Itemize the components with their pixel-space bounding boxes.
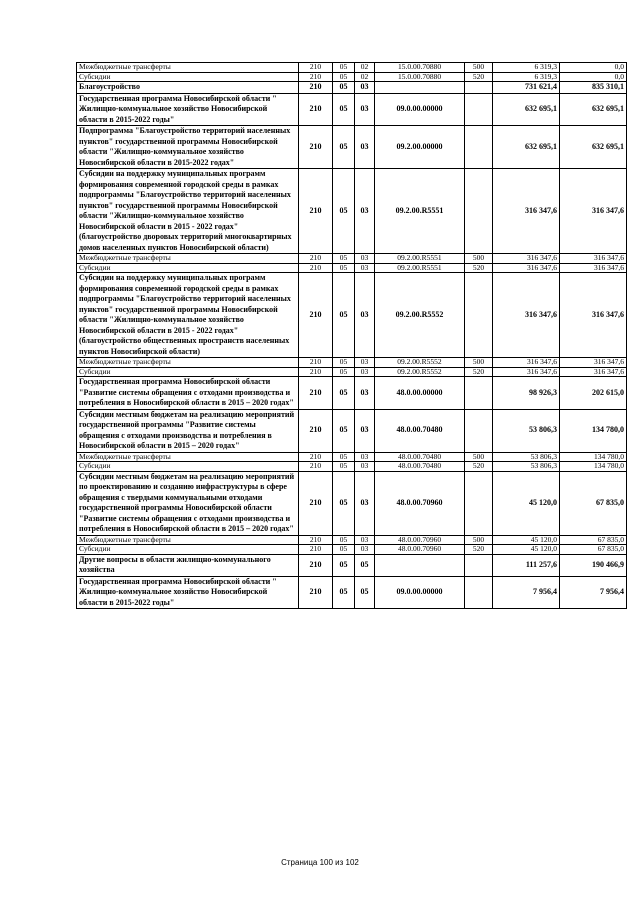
cell-name: Субсидии на поддержку муниципальных программ формирования современной городской среды в рамках подпрограммы "Благоустройство территорий населенных пунктов" государственной программы Новосибирской области "Жилищно-коммунальное хозяйство Новосибирской области в 2015 - 2022 годах" (благоустройство дворовых территорий многоквартирных домов населенных пунктов Новосибирской области) bbox=[77, 169, 299, 254]
cell-glava: 210 bbox=[299, 254, 333, 264]
page-number: Страница 100 из 102 bbox=[281, 858, 359, 867]
cell-section: 05 bbox=[333, 452, 355, 462]
cell-glava: 210 bbox=[299, 452, 333, 462]
cell-subsection: 03 bbox=[355, 545, 375, 555]
cell-target-article: 48.0.00.70960 bbox=[375, 545, 465, 555]
cell-glava: 210 bbox=[299, 358, 333, 368]
cell-amount-year-1: 7 956,4 bbox=[493, 576, 560, 609]
cell-section: 05 bbox=[333, 471, 355, 535]
cell-section: 05 bbox=[333, 273, 355, 358]
cell-name: Субсидии bbox=[77, 462, 299, 472]
table-row bbox=[77, 535, 627, 545]
cell-expense-type: 520 bbox=[465, 263, 493, 273]
cell-amount-year-1: 53 806,3 bbox=[493, 409, 560, 452]
cell-amount-year-2: 316 347,6 bbox=[560, 263, 627, 273]
cell-amount-year-2: 835 310,1 bbox=[560, 82, 627, 94]
cell-glava: 210 bbox=[299, 462, 333, 472]
table-row bbox=[77, 452, 627, 462]
cell-amount-year-2: 316 347,6 bbox=[560, 358, 627, 368]
cell-glava: 210 bbox=[299, 409, 333, 452]
cell-amount-year-2: 316 347,6 bbox=[560, 169, 627, 254]
cell-glava: 210 bbox=[299, 63, 333, 73]
cell-expense-type: 500 bbox=[465, 452, 493, 462]
cell-expense-type bbox=[465, 377, 493, 410]
cell-subsection: 03 bbox=[355, 82, 375, 94]
cell-target-article: 09.2.00.R5552 bbox=[375, 358, 465, 368]
cell-amount-year-2: 316 347,6 bbox=[560, 367, 627, 377]
cell-subsection: 05 bbox=[355, 576, 375, 609]
cell-amount-year-1: 632 695,1 bbox=[493, 93, 560, 126]
table-row bbox=[77, 545, 627, 555]
table-row bbox=[77, 93, 627, 126]
table-row bbox=[77, 576, 627, 609]
cell-name: Межбюджетные трансферты bbox=[77, 63, 299, 73]
cell-section: 05 bbox=[333, 169, 355, 254]
cell-amount-year-1: 731 621,4 bbox=[493, 82, 560, 94]
cell-target-article: 09.0.00.00000 bbox=[375, 576, 465, 609]
cell-section: 05 bbox=[333, 263, 355, 273]
cell-target-article: 09.2.00.R5552 bbox=[375, 273, 465, 358]
budget-table bbox=[76, 62, 627, 609]
cell-amount-year-2: 67 835,0 bbox=[560, 471, 627, 535]
cell-section: 05 bbox=[333, 367, 355, 377]
cell-amount-year-2: 316 347,6 bbox=[560, 273, 627, 358]
cell-target-article: 09.0.00.00000 bbox=[375, 93, 465, 126]
table-row bbox=[77, 169, 627, 254]
cell-subsection: 03 bbox=[355, 126, 375, 169]
cell-glava: 210 bbox=[299, 93, 333, 126]
cell-target-article bbox=[375, 554, 465, 576]
table-row bbox=[77, 82, 627, 94]
cell-amount-year-2: 134 780,0 bbox=[560, 409, 627, 452]
cell-subsection: 03 bbox=[355, 93, 375, 126]
cell-name: Межбюджетные трансферты bbox=[77, 254, 299, 264]
cell-amount-year-2: 67 835,0 bbox=[560, 545, 627, 555]
cell-amount-year-2: 0,0 bbox=[560, 72, 627, 82]
cell-target-article: 48.0.00.70480 bbox=[375, 462, 465, 472]
cell-subsection: 03 bbox=[355, 367, 375, 377]
cell-section: 05 bbox=[333, 554, 355, 576]
cell-subsection: 03 bbox=[355, 263, 375, 273]
cell-expense-type bbox=[465, 554, 493, 576]
cell-glava: 210 bbox=[299, 263, 333, 273]
cell-amount-year-2: 632 695,1 bbox=[560, 126, 627, 169]
cell-name: Субсидии местным бюджетам на реализацию мероприятий государственной программы "Развитие системы обращения с отходами производства и потребления в Новосибирской области в 2015 – 2020 годах" bbox=[77, 409, 299, 452]
cell-expense-type: 500 bbox=[465, 254, 493, 264]
cell-section: 05 bbox=[333, 358, 355, 368]
cell-target-article: 09.2.00.R5551 bbox=[375, 254, 465, 264]
cell-glava: 210 bbox=[299, 554, 333, 576]
cell-section: 05 bbox=[333, 377, 355, 410]
cell-subsection: 03 bbox=[355, 254, 375, 264]
cell-amount-year-2: 202 615,0 bbox=[560, 377, 627, 410]
cell-amount-year-2: 190 466,9 bbox=[560, 554, 627, 576]
cell-amount-year-1: 632 695,1 bbox=[493, 126, 560, 169]
table-row bbox=[77, 462, 627, 472]
cell-amount-year-1: 6 319,3 bbox=[493, 72, 560, 82]
cell-expense-type bbox=[465, 409, 493, 452]
cell-expense-type bbox=[465, 273, 493, 358]
table-row bbox=[77, 72, 627, 82]
cell-section: 05 bbox=[333, 535, 355, 545]
cell-section: 05 bbox=[333, 93, 355, 126]
cell-name: Государственная программа Новосибирской области " Жилищно-коммунальное хозяйство Новосибирской области в 2015-2022 годы" bbox=[77, 576, 299, 609]
cell-target-article: 09.2.00.R5552 bbox=[375, 367, 465, 377]
table-row bbox=[77, 367, 627, 377]
table-row bbox=[77, 263, 627, 273]
cell-section: 05 bbox=[333, 63, 355, 73]
table-row bbox=[77, 471, 627, 535]
cell-name: Межбюджетные трансферты bbox=[77, 535, 299, 545]
cell-glava: 210 bbox=[299, 126, 333, 169]
cell-target-article bbox=[375, 82, 465, 94]
cell-amount-year-2: 134 780,0 bbox=[560, 452, 627, 462]
cell-section: 05 bbox=[333, 545, 355, 555]
cell-section: 05 bbox=[333, 82, 355, 94]
cell-subsection: 02 bbox=[355, 63, 375, 73]
cell-subsection: 03 bbox=[355, 273, 375, 358]
cell-amount-year-1: 316 347,6 bbox=[493, 169, 560, 254]
cell-target-article: 15.0.00.70880 bbox=[375, 72, 465, 82]
cell-glava: 210 bbox=[299, 535, 333, 545]
cell-name: Государственная программа Новосибирской области "Развитие системы обращения с отходами производства и потребления в Новосибирской области в 2015 – 2020 годах" bbox=[77, 377, 299, 410]
cell-subsection: 03 bbox=[355, 358, 375, 368]
cell-expense-type: 520 bbox=[465, 72, 493, 82]
cell-glava: 210 bbox=[299, 169, 333, 254]
cell-subsection: 03 bbox=[355, 169, 375, 254]
cell-expense-type: 500 bbox=[465, 535, 493, 545]
cell-glava: 210 bbox=[299, 367, 333, 377]
cell-amount-year-1: 316 347,6 bbox=[493, 263, 560, 273]
cell-amount-year-1: 316 347,6 bbox=[493, 367, 560, 377]
cell-amount-year-2: 7 956,4 bbox=[560, 576, 627, 609]
cell-name: Государственная программа Новосибирской области " Жилищно-коммунальное хозяйство Новосибирской области в 2015-2022 годы" bbox=[77, 93, 299, 126]
cell-subsection: 05 bbox=[355, 554, 375, 576]
cell-glava: 210 bbox=[299, 82, 333, 94]
cell-target-article: 48.0.00.70960 bbox=[375, 535, 465, 545]
cell-expense-type: 520 bbox=[465, 462, 493, 472]
cell-subsection: 03 bbox=[355, 452, 375, 462]
cell-glava: 210 bbox=[299, 72, 333, 82]
cell-amount-year-2: 67 835,0 bbox=[560, 535, 627, 545]
cell-amount-year-1: 316 347,6 bbox=[493, 273, 560, 358]
cell-amount-year-2: 134 780,0 bbox=[560, 462, 627, 472]
cell-expense-type: 520 bbox=[465, 545, 493, 555]
cell-name: Субсидии bbox=[77, 545, 299, 555]
cell-name: Подпрограмма "Благоустройство территорий населенных пунктов" государственной программы Новосибирской области "Жилищно-коммунальное хозяйство Новосибирской области в 2015-2022 годах" bbox=[77, 126, 299, 169]
cell-name: Межбюджетные трансферты bbox=[77, 452, 299, 462]
cell-amount-year-1: 316 347,6 bbox=[493, 358, 560, 368]
cell-subsection: 03 bbox=[355, 377, 375, 410]
cell-amount-year-1: 6 319,3 bbox=[493, 63, 560, 73]
cell-expense-type bbox=[465, 471, 493, 535]
table-row bbox=[77, 358, 627, 368]
cell-subsection: 03 bbox=[355, 535, 375, 545]
cell-target-article: 09.2.00.R5551 bbox=[375, 169, 465, 254]
cell-subsection: 03 bbox=[355, 471, 375, 535]
table-body bbox=[77, 63, 627, 609]
cell-amount-year-1: 45 120,0 bbox=[493, 535, 560, 545]
cell-expense-type bbox=[465, 93, 493, 126]
cell-name: Субсидии местным бюджетам на реализацию мероприятий по проектированию и созданию инфраструктуры в сфере обращения с твердыми коммунальными отходами государственной программы Новосибирской области "Развитие системы обращения с отходами производства и потребления в Новосибирской области в 2015 – 2020 годах" bbox=[77, 471, 299, 535]
cell-section: 05 bbox=[333, 254, 355, 264]
cell-expense-type bbox=[465, 576, 493, 609]
cell-glava: 210 bbox=[299, 471, 333, 535]
cell-subsection: 03 bbox=[355, 462, 375, 472]
cell-target-article: 09.2.00.00000 bbox=[375, 126, 465, 169]
table-row bbox=[77, 254, 627, 264]
cell-expense-type bbox=[465, 169, 493, 254]
cell-amount-year-2: 316 347,6 bbox=[560, 254, 627, 264]
cell-name: Другие вопросы в области жилищно-коммунального хозяйства bbox=[77, 554, 299, 576]
cell-target-article: 48.0.00.70480 bbox=[375, 409, 465, 452]
cell-subsection: 03 bbox=[355, 409, 375, 452]
cell-subsection: 02 bbox=[355, 72, 375, 82]
cell-expense-type bbox=[465, 82, 493, 94]
table-row bbox=[77, 409, 627, 452]
table-row bbox=[77, 377, 627, 410]
cell-amount-year-1: 53 806,3 bbox=[493, 452, 560, 462]
cell-target-article: 48.0.00.00000 bbox=[375, 377, 465, 410]
cell-expense-type bbox=[465, 126, 493, 169]
cell-amount-year-1: 53 806,3 bbox=[493, 462, 560, 472]
table-row bbox=[77, 273, 627, 358]
cell-target-article: 48.0.00.70480 bbox=[375, 452, 465, 462]
cell-expense-type: 500 bbox=[465, 358, 493, 368]
cell-name: Субсидии bbox=[77, 263, 299, 273]
cell-amount-year-1: 45 120,0 bbox=[493, 545, 560, 555]
cell-expense-type: 520 bbox=[465, 367, 493, 377]
cell-name: Субсидии на поддержку муниципальных программ формирования современной городской среды в рамках подпрограммы "Благоустройство территорий населенных пунктов" государственной программы Новосибирской области "Жилищно-коммунальное хозяйство Новосибирской области в 2015 - 2022 годах" (благоустройство общественных пространств населенных пунктов Новосибирской области) bbox=[77, 273, 299, 358]
cell-target-article: 15.0.00.70880 bbox=[375, 63, 465, 73]
table-row bbox=[77, 63, 627, 73]
table-row bbox=[77, 554, 627, 576]
cell-amount-year-2: 632 695,1 bbox=[560, 93, 627, 126]
cell-amount-year-1: 316 347,6 bbox=[493, 254, 560, 264]
cell-expense-type: 500 bbox=[465, 63, 493, 73]
cell-amount-year-1: 98 926,3 bbox=[493, 377, 560, 410]
cell-name: Субсидии bbox=[77, 367, 299, 377]
cell-target-article: 48.0.00.70960 bbox=[375, 471, 465, 535]
cell-glava: 210 bbox=[299, 377, 333, 410]
cell-section: 05 bbox=[333, 462, 355, 472]
cell-target-article: 09.2.00.R5551 bbox=[375, 263, 465, 273]
cell-amount-year-1: 45 120,0 bbox=[493, 471, 560, 535]
table-row bbox=[77, 126, 627, 169]
cell-name: Субсидии bbox=[77, 72, 299, 82]
cell-glava: 210 bbox=[299, 273, 333, 358]
cell-amount-year-2: 0,0 bbox=[560, 63, 627, 73]
cell-amount-year-1: 111 257,6 bbox=[493, 554, 560, 576]
cell-glava: 210 bbox=[299, 545, 333, 555]
cell-glava: 210 bbox=[299, 576, 333, 609]
cell-name: Благоустройство bbox=[77, 82, 299, 94]
cell-section: 05 bbox=[333, 409, 355, 452]
cell-section: 05 bbox=[333, 126, 355, 169]
cell-section: 05 bbox=[333, 72, 355, 82]
cell-name: Межбюджетные трансферты bbox=[77, 358, 299, 368]
cell-section: 05 bbox=[333, 576, 355, 609]
